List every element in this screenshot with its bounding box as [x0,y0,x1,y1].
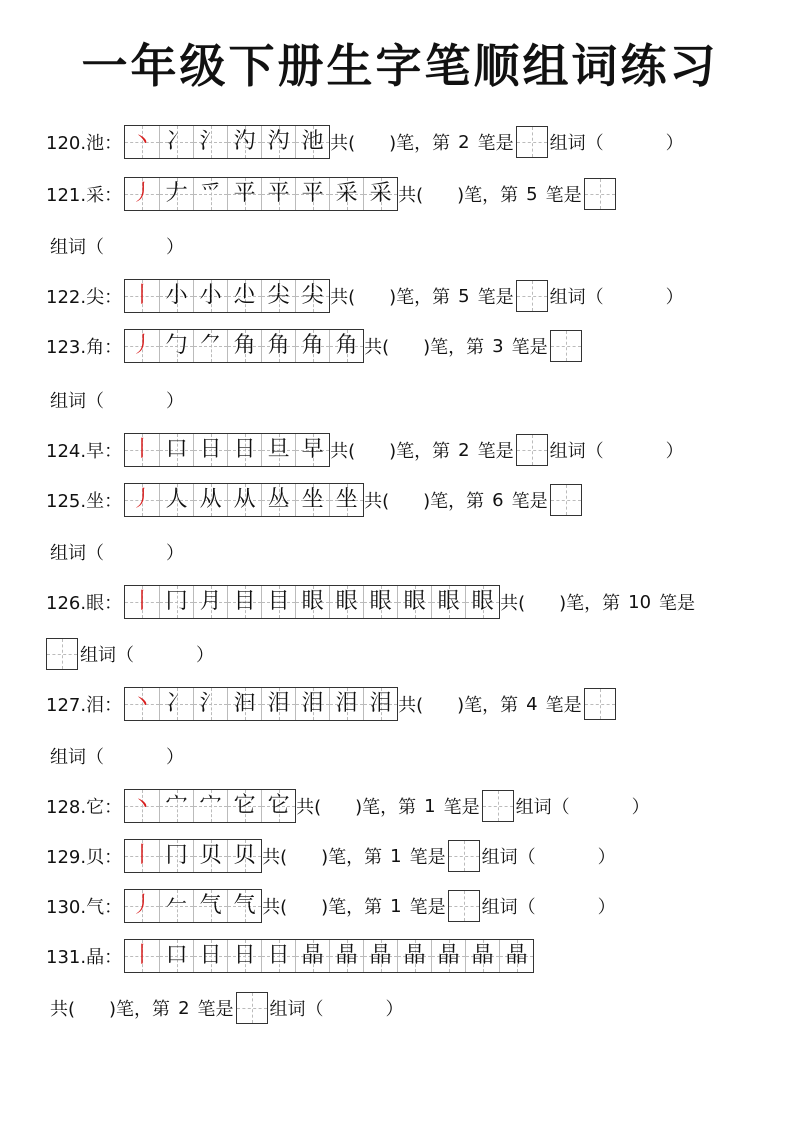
stroke-step: 从 [199,487,222,512]
stroke-step: 丛 [267,487,290,512]
stroke-step: 汋 [267,129,290,154]
stroke-cell [261,688,295,720]
stroke-step: 氵 [199,691,222,716]
stroke-step: 气 [199,893,222,918]
total-strokes-prompt: 共( [262,847,288,868]
stroke-prompt: )笔，第 [321,897,383,918]
stroke-step: 冫 [165,129,188,154]
word-line-131 [50,990,404,1026]
stroke-order-strip [124,939,534,973]
stroke-cell [329,688,363,720]
practice-row-131 [46,938,534,974]
stroke-cell [159,890,193,922]
stroke-step: 池 [301,129,324,154]
answer-box[interactable] [550,330,582,362]
close-paren: ） [166,391,184,412]
close-paren: ） [631,797,650,818]
stroke-is-prompt: 笔是 [545,185,582,206]
practice-row-130 [46,888,616,924]
stroke-step: 旦 [267,437,290,462]
answer-box[interactable] [448,840,480,872]
stroke-step: 贝 [199,843,222,868]
stroke-step: 坐 [335,487,358,512]
stroke-order-strip [124,585,500,619]
practice-row-123 [46,328,584,364]
answer-box[interactable] [550,484,582,516]
answer-box[interactable] [46,638,78,670]
stroke-step: 丨 [131,589,154,614]
stroke-step: 冫 [165,691,188,716]
stroke-cell [227,434,261,466]
stroke-cell [227,330,261,362]
practice-row-121 [46,176,618,212]
stroke-cell [193,178,227,210]
stroke-prompt: )笔，第 [389,441,451,462]
stroke-cell [227,940,261,972]
stroke-prompt: )笔，第 [423,491,485,512]
stroke-prompt: )笔，第 [559,593,621,614]
word-prompt: 组词（ [50,747,104,768]
stroke-prompt: )笔，第 [389,287,451,308]
word-prompt: 组词（ [549,133,604,154]
stroke-prompt: )笔，第 [321,847,383,868]
practice-row-129 [46,838,616,874]
stroke-is-prompt: 笔是 [409,847,446,868]
item-label: 127.泪： [46,695,123,716]
stroke-step: 冂 [165,843,188,868]
stroke-cell [193,434,227,466]
stroke-cell [227,586,261,618]
stroke-step: 氵 [199,129,222,154]
word-prompt: 组词（ [269,999,324,1020]
stroke-cell [261,586,295,618]
stroke-step: 人 [165,487,188,512]
item-label: 126.眼： [46,593,123,614]
stroke-cell [159,330,193,362]
practice-row-125 [46,482,584,518]
stroke-step: 日 [233,437,256,462]
close-paren: ） [385,999,404,1020]
stroke-step: 泪 [267,691,290,716]
stroke-number: 3 [492,335,504,357]
stroke-cell [227,890,261,922]
stroke-step: 宀 [199,793,222,818]
stroke-cell [159,126,193,158]
stroke-prompt: )笔，第 [355,797,417,818]
stroke-number: 1 [390,845,402,867]
stroke-cell [465,586,499,618]
stroke-cell [227,178,261,210]
stroke-cell [363,688,397,720]
stroke-is-prompt: 笔是 [511,491,548,512]
stroke-cell [193,280,227,312]
word-prompt: 组词（ [50,391,104,412]
stroke-step: 气 [233,893,256,918]
stroke-step: 早 [301,437,324,462]
item-label: 123.角： [46,337,123,358]
answer-box[interactable] [236,992,268,1024]
stroke-step: 晶 [471,943,494,968]
stroke-step: 尐 [233,283,256,308]
stroke-is-prompt: 笔是 [511,337,548,358]
close-paren: ） [597,897,616,918]
stroke-cell [227,280,261,312]
stroke-step: 角 [301,333,324,358]
item-label: 130.气： [46,897,123,918]
stroke-step: 尖 [301,283,324,308]
total-strokes-prompt: 共( [330,287,356,308]
stroke-cell [295,126,329,158]
stroke-order-strip [124,889,262,923]
total-strokes-prompt: 共( [398,185,424,206]
stroke-cell [193,126,227,158]
stroke-cell [295,330,329,362]
practice-row-126 [46,584,695,620]
close-paren: ） [665,133,684,154]
stroke-number: 1 [390,895,402,917]
word-prompt: 组词（ [481,897,536,918]
stroke-prompt: )笔，第 [457,185,519,206]
word-prompt: 组词（ [50,543,104,564]
stroke-step: 它 [233,793,256,818]
stroke-step: 汩 [233,691,256,716]
stroke-step: 𠂉 [165,893,188,918]
stroke-is-prompt: 笔是 [197,999,234,1020]
stroke-cell [363,178,397,210]
stroke-step: 角 [233,333,256,358]
stroke-order-strip [124,177,398,211]
stroke-cell [329,330,363,362]
stroke-step: 平 [267,181,290,206]
stroke-is-prompt: 笔是 [659,593,696,614]
total-strokes-prompt: 共( [296,797,322,818]
stroke-step: 汋 [233,129,256,154]
item-label: 128.它： [46,797,123,818]
answer-box[interactable] [448,890,480,922]
total-strokes-prompt: 共( [262,897,288,918]
item-label: 122.尖： [46,287,123,308]
stroke-step: 日 [199,437,222,462]
stroke-cell [397,940,431,972]
stroke-step: 眼 [437,589,460,614]
stroke-step: 采 [335,181,358,206]
stroke-cell [125,586,159,618]
item-label: 124.早： [46,441,123,462]
stroke-step: 眼 [335,589,358,614]
stroke-cell [159,280,193,312]
word-line-121 [50,228,184,264]
word-prompt: 组词（ [481,847,536,868]
word-prompt: 组词（ [549,441,604,462]
stroke-step: 眼 [471,589,494,614]
stroke-order-strip [124,687,398,721]
stroke-cell [159,484,193,516]
stroke-cell [125,484,159,516]
stroke-is-prompt: 笔是 [477,441,514,462]
stroke-number: 2 [178,997,190,1019]
stroke-step: ⺈ [199,333,222,358]
stroke-cell [159,434,193,466]
stroke-cell [193,330,227,362]
total-strokes-prompt: 共( [398,695,424,716]
close-paren: ） [166,237,184,258]
answer-box[interactable] [516,280,548,312]
stroke-is-prompt: 笔是 [545,695,582,716]
stroke-step: 平 [233,181,256,206]
stroke-cell [329,484,363,516]
stroke-order-strip [124,789,296,823]
page-title: 一年级下册生字笔顺组词练习 [81,39,719,93]
stroke-step: 目 [233,589,256,614]
total-strokes-prompt: 共( [330,133,356,154]
stroke-step: 丶 [131,691,154,716]
item-label: 121.采： [46,185,123,206]
item-label: 129.贝： [46,847,123,868]
stroke-number: 6 [492,489,504,511]
stroke-step: 晶 [403,943,426,968]
stroke-number: 10 [628,591,652,613]
stroke-step: 爫 [199,181,222,206]
stroke-cell [295,586,329,618]
stroke-order-strip [124,483,364,517]
stroke-cell [431,940,465,972]
stroke-number: 5 [526,183,538,205]
practice-row-124 [46,432,684,468]
stroke-cell [159,840,193,872]
stroke-is-prompt: 笔是 [477,133,514,154]
stroke-step: 角 [335,333,358,358]
stroke-cell [465,940,499,972]
stroke-step: 泪 [301,691,324,716]
stroke-cell [125,330,159,362]
answer-box[interactable] [584,688,616,720]
stroke-step: 平 [301,181,324,206]
stroke-cell [193,940,227,972]
stroke-step: 日 [233,943,256,968]
stroke-order-strip [124,125,330,159]
stroke-cell [159,940,193,972]
answer-box[interactable] [516,434,548,466]
stroke-cell [261,330,295,362]
item-label: 120.池： [46,133,123,154]
stroke-step: 日 [267,943,290,968]
close-paren: ） [597,847,616,868]
stroke-cell [193,840,227,872]
word-line-127 [50,738,184,774]
stroke-number: 2 [458,439,470,461]
word-prompt: 组词（ [80,645,134,666]
stroke-step: 眼 [369,589,392,614]
stroke-step: 角 [267,333,290,358]
stroke-step: 采 [369,181,392,206]
stroke-cell [125,434,159,466]
close-paren: ） [665,287,684,308]
stroke-cell [125,890,159,922]
stroke-is-prompt: 笔是 [477,287,514,308]
stroke-cell [193,790,227,822]
total-strokes-prompt: 共( [364,337,390,358]
stroke-step: 小 [199,283,222,308]
stroke-step: 泪 [369,691,392,716]
word-line-123 [50,382,184,418]
stroke-cell [261,940,295,972]
stroke-order-strip [124,433,330,467]
stroke-cell [499,940,533,972]
item-label: 131.晶： [46,947,123,968]
stroke-step: 尖 [267,283,290,308]
word-prompt: 组词（ [549,287,604,308]
stroke-cell [125,178,159,210]
total-strokes-prompt: 共( [364,491,390,512]
stroke-step: 晶 [335,943,358,968]
stroke-cell [431,586,465,618]
stroke-is-prompt: 笔是 [409,897,446,918]
stroke-step: 晶 [369,943,392,968]
stroke-cell [329,178,363,210]
stroke-cell [329,940,363,972]
stroke-cell [227,484,261,516]
stroke-cell [159,790,193,822]
stroke-step: 丨 [131,943,154,968]
stroke-step: 宀 [165,793,188,818]
stroke-order-strip [124,839,262,873]
stroke-cell [227,688,261,720]
stroke-step: 丿 [131,487,154,512]
stroke-cell [227,126,261,158]
stroke-cell [261,790,295,822]
stroke-step: 口 [165,943,188,968]
stroke-number: 2 [458,131,470,153]
stroke-cell [363,940,397,972]
practice-row-120 [46,124,684,160]
stroke-step: 眼 [301,589,324,614]
stroke-cell [125,280,159,312]
stroke-cell [261,280,295,312]
practice-row-127 [46,686,618,722]
stroke-number: 4 [526,693,538,715]
close-paren: ） [665,441,684,462]
stroke-step: 晶 [437,943,460,968]
stroke-cell [159,586,193,618]
stroke-step: 小 [165,283,188,308]
stroke-cell [227,840,261,872]
stroke-step: 日 [199,943,222,968]
item-label: 125.坐： [46,491,123,512]
stroke-cell [295,178,329,210]
stroke-cell [125,790,159,822]
stroke-step: 眼 [403,589,426,614]
stroke-order-strip [124,279,330,313]
stroke-prompt: )笔，第 [457,695,519,716]
stroke-step: 丿 [131,181,154,206]
stroke-step: 丨 [131,283,154,308]
stroke-step: 勹 [165,333,188,358]
stroke-cell [159,178,193,210]
stroke-prompt: )笔，第 [389,133,451,154]
stroke-prompt: )笔，第 [423,337,485,358]
stroke-number: 1 [424,795,436,817]
stroke-step: 从 [233,487,256,512]
practice-row-122 [46,278,684,314]
stroke-step: 晶 [505,943,528,968]
close-paren: ） [196,645,214,666]
stroke-step: 泪 [335,691,358,716]
word-prompt: 组词（ [50,237,104,258]
stroke-cell [397,586,431,618]
answer-box[interactable] [584,178,616,210]
stroke-cell [329,586,363,618]
stroke-cell [193,484,227,516]
total-strokes-prompt: 共( [330,441,356,462]
close-paren: ） [166,747,184,768]
stroke-step: 丿 [131,333,154,358]
stroke-step: 晶 [301,943,324,968]
stroke-order-strip [124,329,364,363]
stroke-step: 口 [165,437,188,462]
stroke-cell [261,178,295,210]
stroke-step: 它 [267,793,290,818]
stroke-step: 月 [199,589,222,614]
stroke-step: 𠂇 [165,181,188,206]
answer-box[interactable] [482,790,514,822]
practice-row-128 [46,788,650,824]
stroke-prompt: )笔，第 [109,999,171,1020]
stroke-step: 冂 [165,589,188,614]
stroke-step: 丶 [131,129,154,154]
stroke-cell [295,940,329,972]
stroke-cell [125,126,159,158]
stroke-is-prompt: 笔是 [443,797,480,818]
stroke-cell [295,688,329,720]
stroke-cell [193,890,227,922]
stroke-step: 丶 [131,793,154,818]
stroke-cell [295,484,329,516]
stroke-cell [363,586,397,618]
stroke-cell [193,586,227,618]
stroke-cell [261,434,295,466]
stroke-cell [193,688,227,720]
stroke-cell [261,126,295,158]
stroke-step: 贝 [233,843,256,868]
stroke-step: 丨 [131,843,154,868]
stroke-step: 目 [267,589,290,614]
stroke-step: 丨 [131,437,154,462]
stroke-cell [261,484,295,516]
stroke-cell [125,940,159,972]
stroke-cell [125,840,159,872]
stroke-step: 丿 [131,893,154,918]
word-line-125 [50,534,184,570]
stroke-cell [295,434,329,466]
close-paren: ） [166,543,184,564]
stroke-step: 坐 [301,487,324,512]
stroke-cell [159,688,193,720]
stroke-number: 5 [458,285,470,307]
stroke-cell [295,280,329,312]
word-prompt: 组词（ [515,797,570,818]
total-strokes-prompt: 共( [50,999,76,1020]
stroke-cell [227,790,261,822]
word-line-126 [46,636,214,672]
stroke-cell [125,688,159,720]
total-strokes-prompt: 共( [500,593,526,614]
answer-box[interactable] [516,126,548,158]
